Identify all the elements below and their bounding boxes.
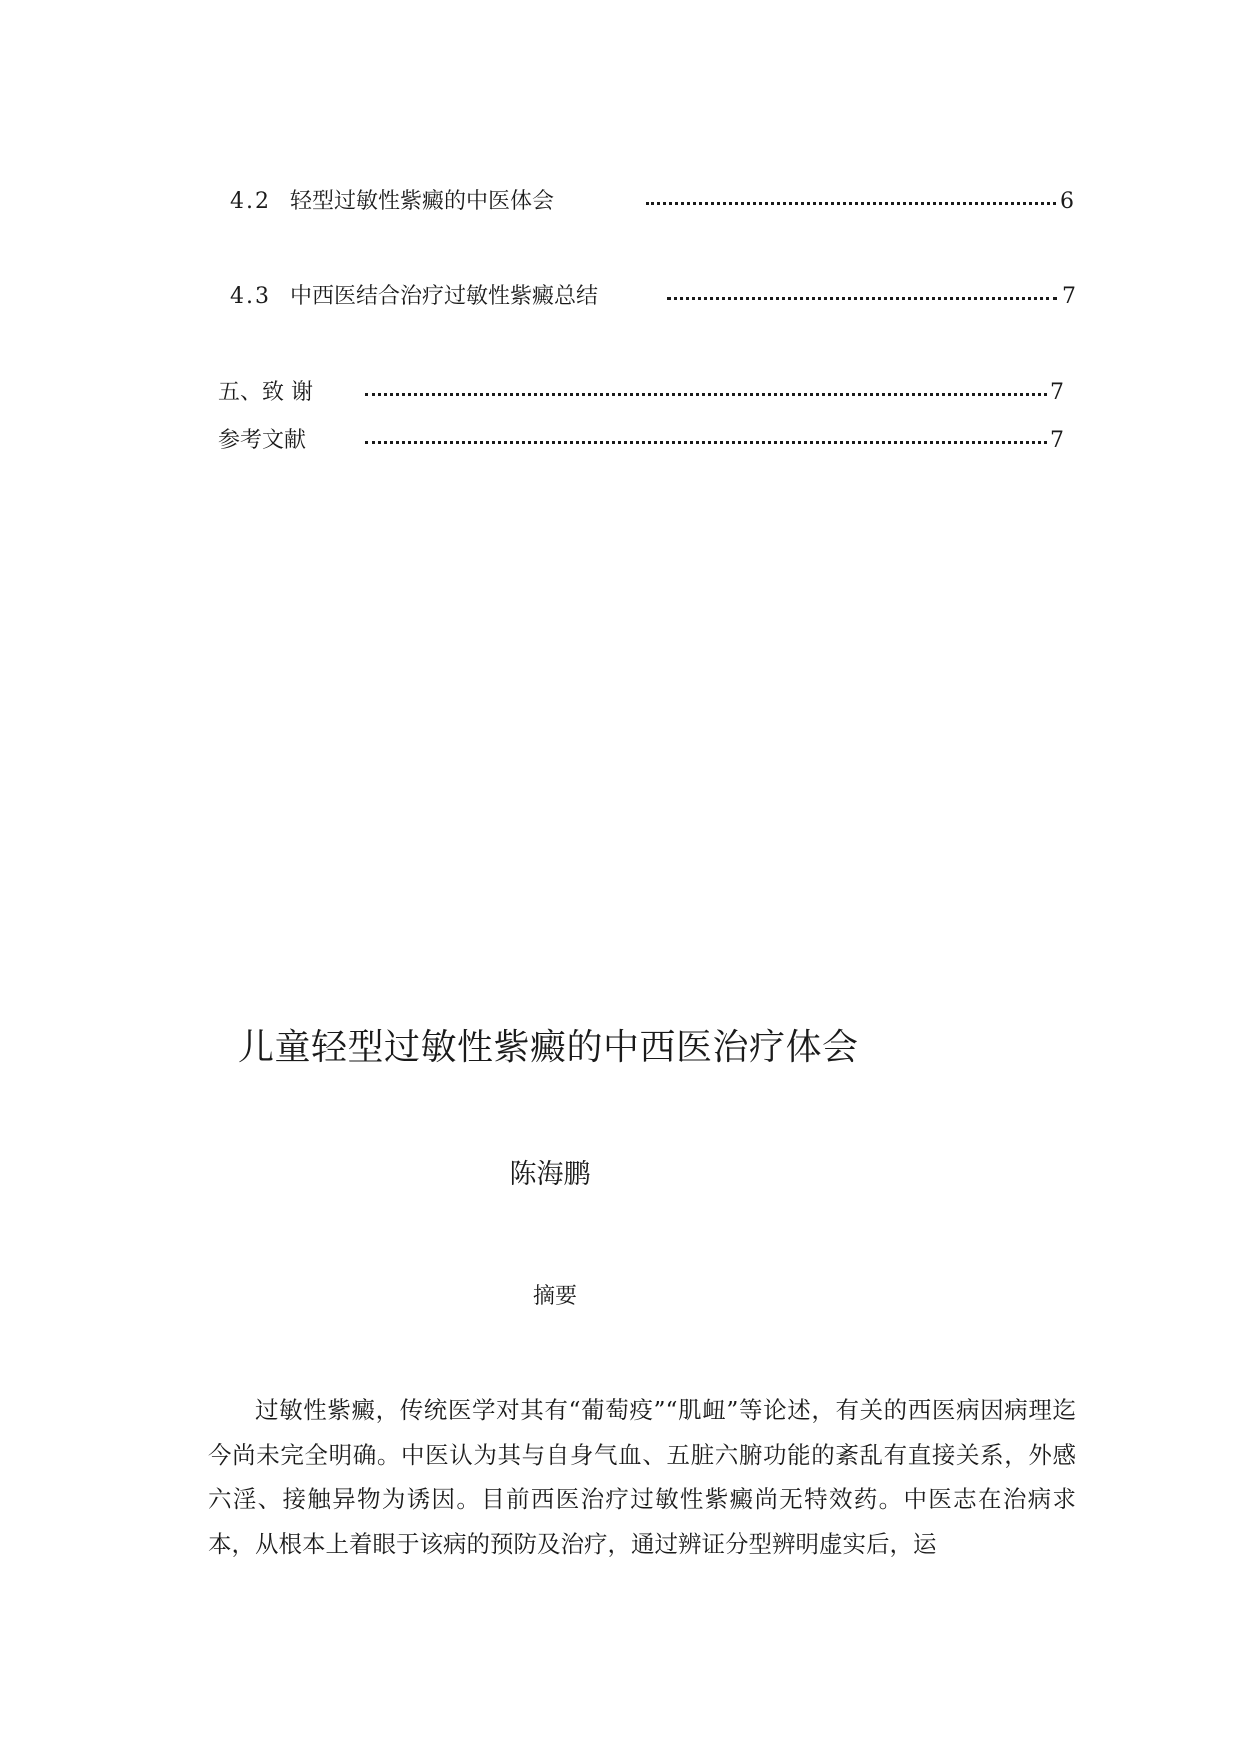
toc-entry-title: 中西医结合治疗过敏性紫癜总结 <box>290 284 599 309</box>
toc-entry-title: 轻型过敏性紫癜的中医体会 <box>290 189 555 214</box>
toc-dot-leader <box>646 196 1056 205</box>
abstract-heading: 摘要 <box>532 1284 577 1309</box>
toc-entry-page: 6 <box>1060 189 1074 214</box>
toc-entry-page: 7 <box>1050 428 1064 453</box>
toc-dot-leader <box>365 387 1047 396</box>
author-name: 陈海鹏 <box>509 1159 591 1190</box>
toc-entry-page: 7 <box>1050 380 1064 405</box>
toc-entry-title: 参考文献 <box>218 428 307 453</box>
toc-entry-page: 7 <box>1062 284 1076 309</box>
toc-dot-leader <box>365 435 1047 444</box>
toc-entry-number: 4.2 <box>230 189 271 214</box>
toc-dot-leader <box>667 291 1057 300</box>
toc-entry-title: 五、致 谢 <box>218 380 313 405</box>
toc-entry <box>230 187 554 217</box>
toc-entry <box>218 426 306 456</box>
abstract-paragraph: 过敏性紫癜，传统医学对其有“葡萄疫”“肌衄”等论述，有关的西医病因病理迄今尚未完全明确。中医认为其与自身气血、五脏六腑功能的紊乱有直接关系，外感六淫、接触异物为诱因。目前西医治疗过敏性紫癜尚无特效药。中医志在治病求本，从根本上着眼于该病的预防及治疗，通过辨证分型辨明虚实后，运 <box>208 1396 1076 1558</box>
toc-entry-number: 4.3 <box>230 284 271 309</box>
paper-title: 儿童轻型过敏性紫癜的中西医治疗体会 <box>238 1027 859 1068</box>
toc-entry <box>230 282 598 312</box>
toc-entry <box>218 378 313 408</box>
